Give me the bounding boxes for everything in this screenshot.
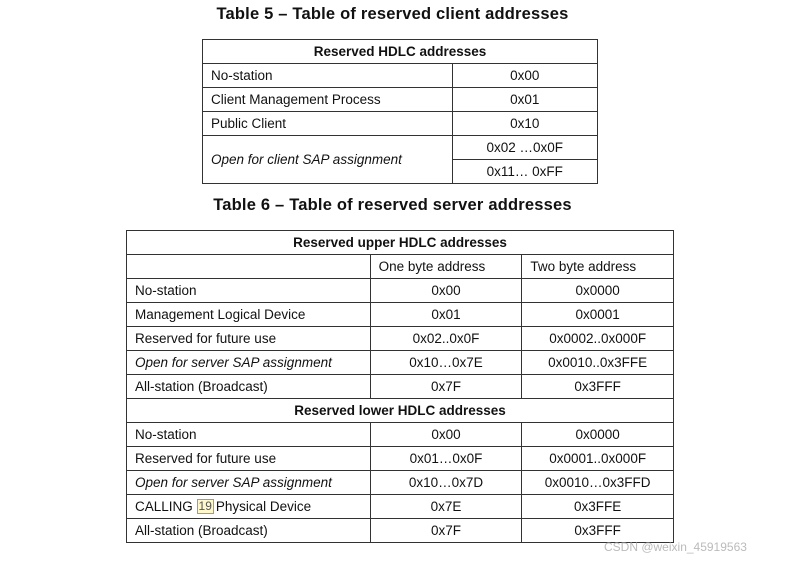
table-row [127, 447, 674, 471]
table-row [203, 136, 598, 160]
table-5 [202, 39, 598, 184]
row-value: 0x00 [452, 64, 597, 88]
two-byte-value: 0x3FFF [522, 519, 674, 543]
row-label: Open for server SAP assignment [127, 351, 371, 375]
one-byte-value: 0x10…0x7D [370, 471, 522, 495]
two-byte-value: 0x0010…0x3FFD [522, 471, 674, 495]
two-byte-value: 0x3FFE [522, 495, 674, 519]
table-row [127, 327, 674, 351]
upper-header: Reserved upper HDLC addresses [127, 231, 674, 255]
two-byte-value: 0x0002..0x000F [522, 327, 674, 351]
two-byte-value: 0x3FFF [522, 375, 674, 399]
row-label: Management Logical Device [127, 303, 371, 327]
row-value: 0x11… 0xFF [452, 160, 597, 184]
two-byte-value: 0x0001..0x000F [522, 447, 674, 471]
one-byte-value: 0x7E [370, 495, 522, 519]
column-header-row [127, 255, 674, 279]
table-6 [126, 230, 674, 543]
one-byte-value: 0x01 [370, 303, 522, 327]
calling-text: CALLING [135, 499, 193, 514]
one-byte-value: 0x01…0x0F [370, 447, 522, 471]
row-label: Client Management Process [203, 88, 453, 112]
two-byte-value: 0x0010..0x3FFE [522, 351, 674, 375]
table-row [127, 519, 674, 543]
one-byte-value: 0x7F [370, 519, 522, 543]
one-byte-value: 0x7F [370, 375, 522, 399]
row-label: All-station (Broadcast) [127, 519, 371, 543]
row-label: Open for client SAP assignment [203, 136, 453, 184]
row-value: 0x01 [452, 88, 597, 112]
row-label: All-station (Broadcast) [127, 375, 371, 399]
row-value: 0x02 …0x0F [452, 136, 597, 160]
row-label: Public Client [203, 112, 453, 136]
table-row [203, 112, 598, 136]
table-5-header: Reserved HDLC addresses [203, 40, 598, 64]
table-row [127, 471, 674, 495]
one-byte-value: 0x00 [370, 279, 522, 303]
row-label: No-station [127, 423, 371, 447]
table-6-title: Table 6 – Table of reserved server addresses [213, 196, 572, 214]
two-byte-value: 0x0000 [522, 423, 674, 447]
footnote-marker[interactable]: 19 [198, 499, 212, 513]
col-one-byte: One byte address [370, 255, 522, 279]
row-label: No-station [203, 64, 453, 88]
table-row [203, 64, 598, 88]
watermark: CSDN @weixin_45919563 [604, 540, 747, 554]
row-label: Reserved for future use [127, 447, 371, 471]
table-row [127, 303, 674, 327]
one-byte-value: 0x00 [370, 423, 522, 447]
row-label: No-station [127, 279, 371, 303]
table-row [127, 279, 674, 303]
col-two-byte: Two byte address [522, 255, 674, 279]
lower-header: Reserved lower HDLC addresses [127, 399, 674, 423]
table-5-title: Table 5 – Table of reserved client addresses [216, 5, 569, 23]
table-row [203, 88, 598, 112]
two-byte-value: 0x0000 [522, 279, 674, 303]
table-row [127, 423, 674, 447]
row-label: Reserved for future use [127, 327, 371, 351]
table-row [127, 351, 674, 375]
physical-device-text: Physical Device [215, 499, 312, 514]
row-value: 0x10 [452, 112, 597, 136]
row-label-calling [127, 495, 371, 519]
one-byte-value: 0x02..0x0F [370, 327, 522, 351]
empty-header-cell [127, 255, 371, 279]
two-byte-value: 0x0001 [522, 303, 674, 327]
row-label: Open for server SAP assignment [127, 471, 371, 495]
one-byte-value: 0x10…0x7E [370, 351, 522, 375]
table-row [127, 495, 674, 519]
table-row [127, 375, 674, 399]
